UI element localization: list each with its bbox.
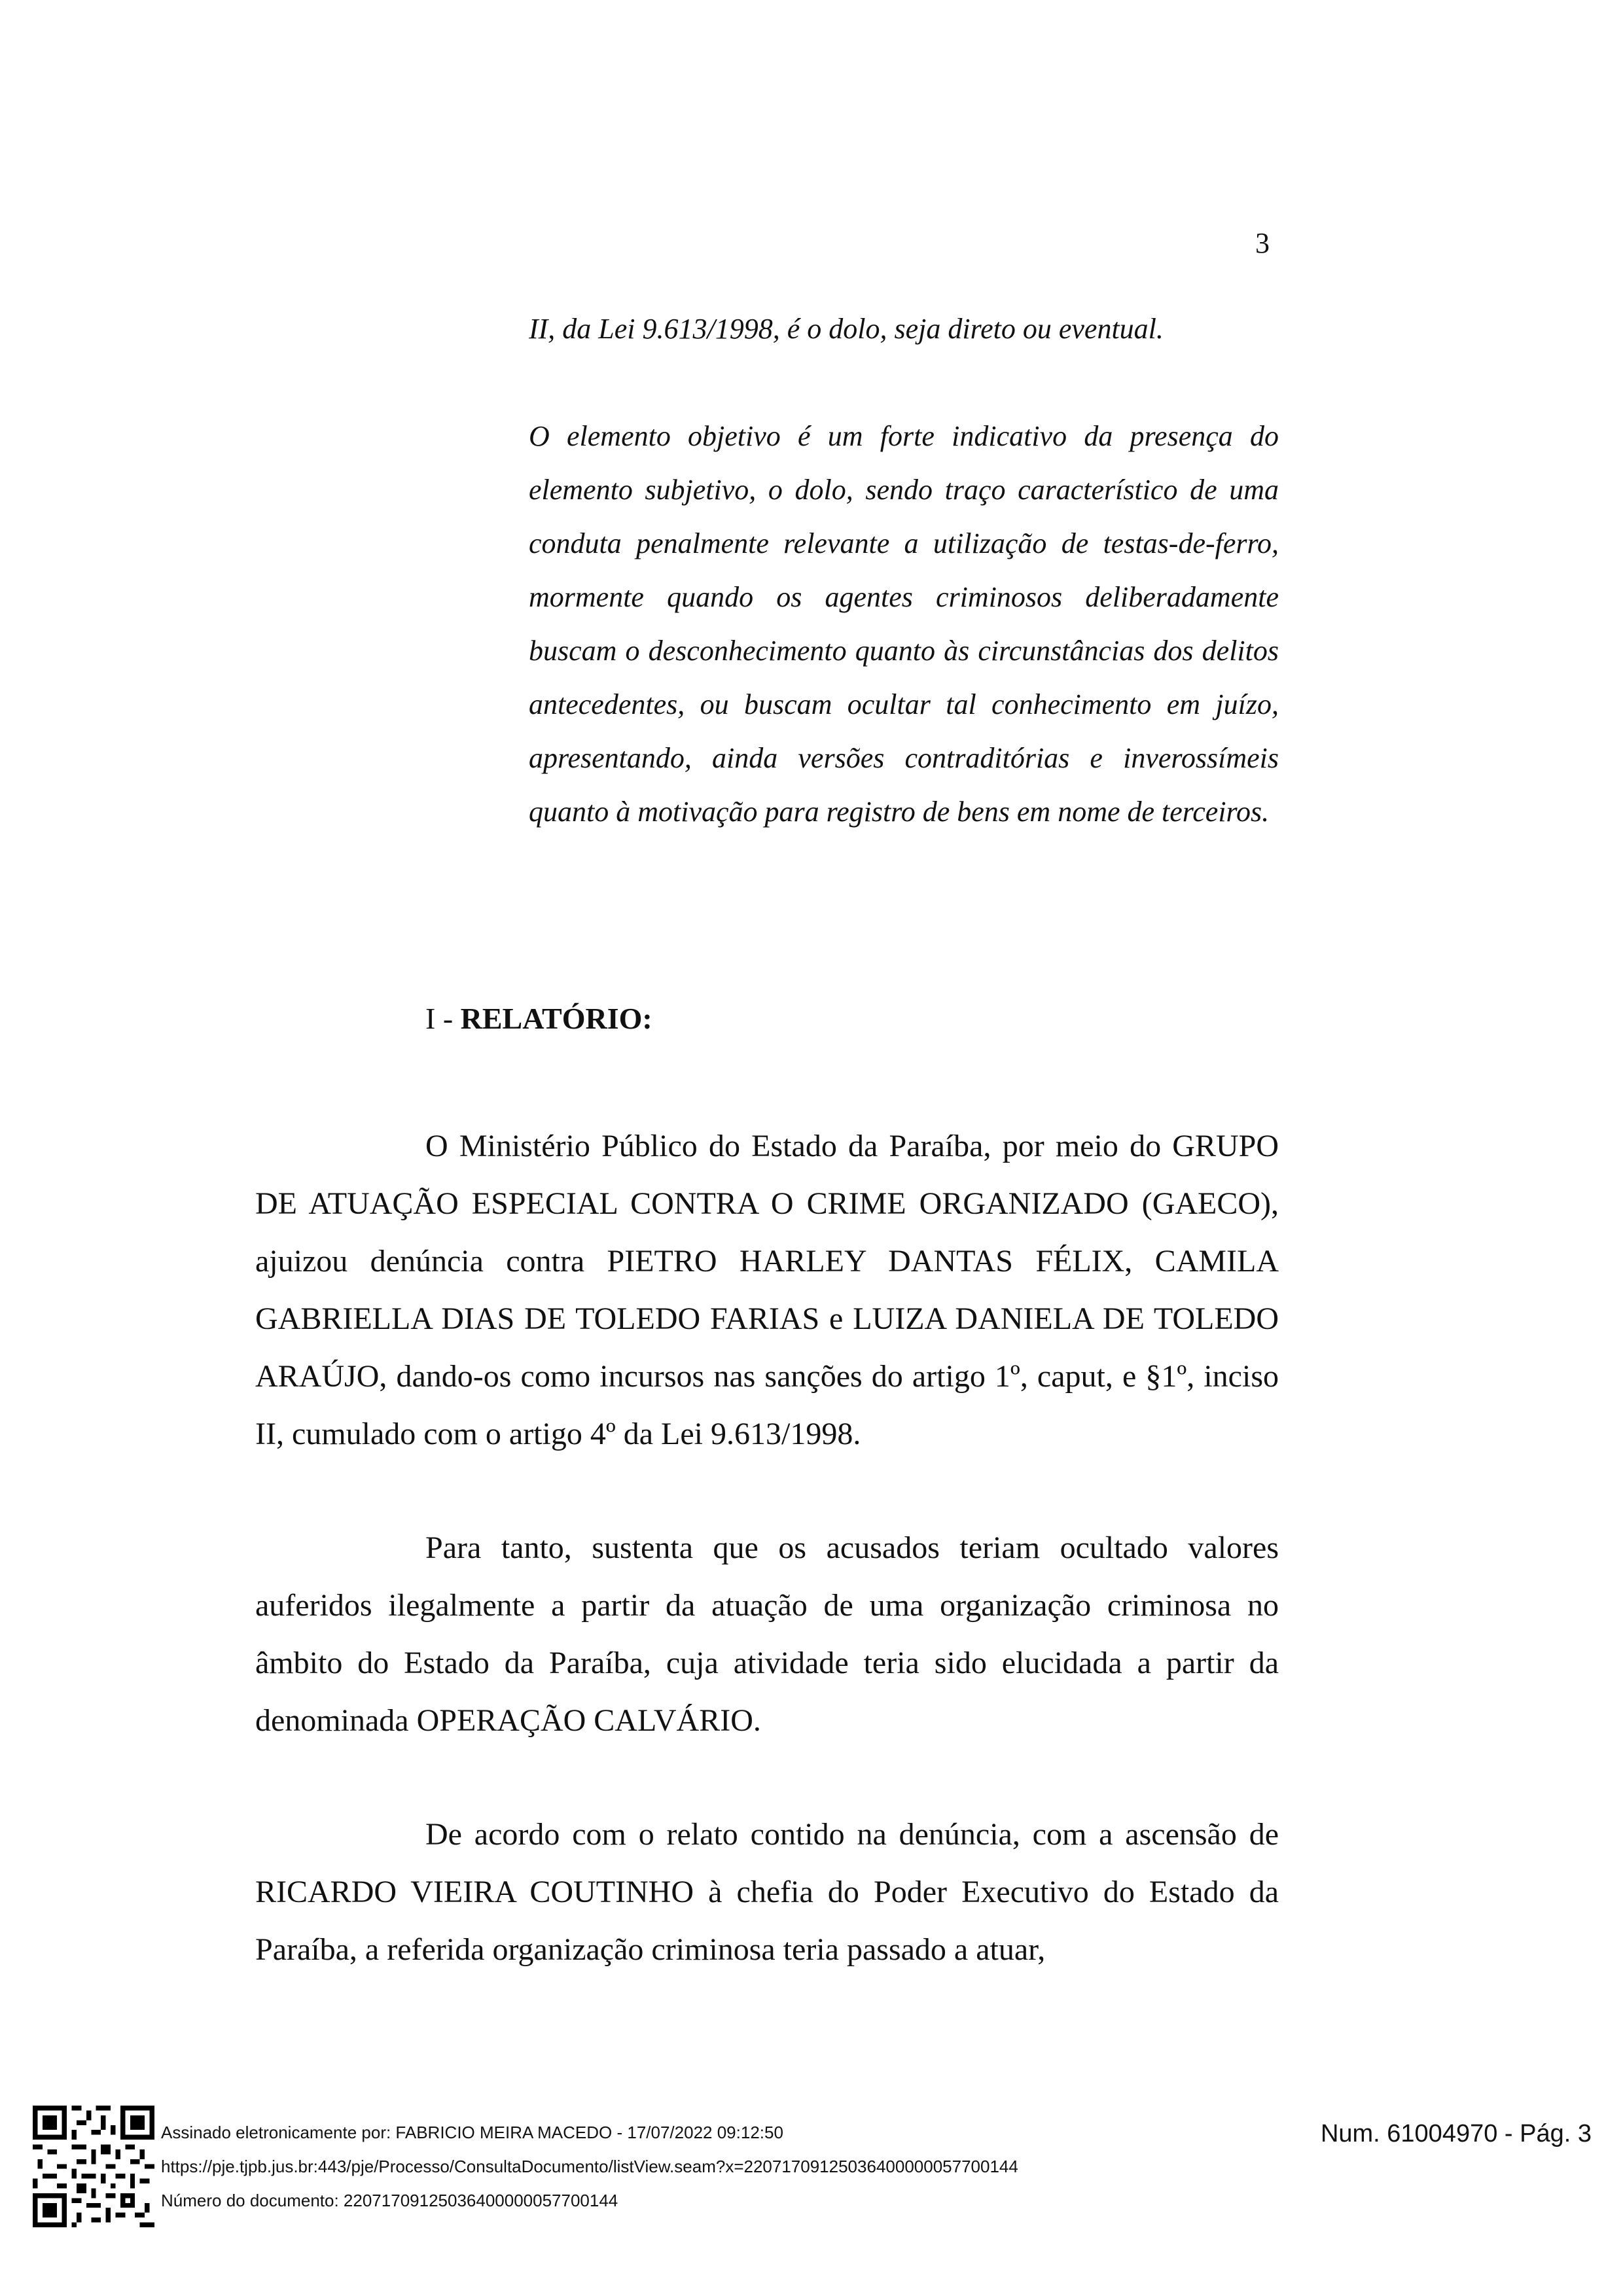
quote-paragraph-2: O elemento objetivo é um forte indicativo da presença do elemento subjetivo, o dolo, sendo traço característico de uma conduta penalmente relevante a utilização de testas-de-ferro, mormente quando os agentes criminosos deliberadamente buscam o desconhecimento quanto às circunstâncias dos delitos antecedentes, ou buscam ocultar tal conhecimento em juízo, apresentando, ainda versões contraditórias e inverossímeis quanto à motivação para registro de bens em nome de terceiros. [529, 420, 1279, 828]
qr-code-icon [33, 2106, 154, 2227]
document-number: Número do documento: 22071709125036400000057700144 [161, 2191, 618, 2210]
body-paragraph-2: Para tanto, sustenta que os acusados teriam ocultado valores auferidos ilegalmente a partir da atuação de uma organização criminosa no âmbito do Estado da Paraíba, cuja atividade teria sido elucidada a partir da denominada OPERAÇÃO CALVÁRIO. [255, 1530, 1279, 1738]
document-url[interactable]: https://pje.tjpb.jus.br:443/pje/Processo/ConsultaDocumento/listView.seam?x=22071709125036400000057700144 [161, 2157, 1018, 2176]
page-number: 3 [1255, 227, 1270, 259]
quote-block [529, 410, 1279, 839]
section-title: RELATÓRIO: [460, 1002, 652, 1035]
section-heading [425, 1001, 652, 1036]
quote-paragraph-1: II, da Lei 9.613/1998, é o dolo, seja direto ou eventual. [529, 313, 1164, 345]
body-paragraph-1: O Ministério Público do Estado da Paraíba, por meio do GRUPO DE ATUAÇÃO ESPECIAL CONTRA O CRIME ORGANIZADO (GAECO), ajuizou denúncia contra PIETRO HARLEY DANTAS FÉLIX, CAMILA GABRIELLA DIAS DE TOLEDO FARIAS e LUIZA DANIELA DE TOLEDO ARAÚJO, dando-os como incursos nas sanções do artigo 1º, caput, e §1º, inciso II, cumulado com o artigo 4º da Lei 9.613/1998. [255, 1129, 1279, 1451]
signature-line: Assinado eletronicamente por: FABRICIO MEIRA MACEDO - 17/07/2022 09:12:50 [161, 2123, 783, 2142]
section-number: I - [425, 1002, 461, 1035]
num-page-label: Num. 61004970 - Pág. 3 [1320, 2120, 1592, 2147]
quote-block-continuation [529, 302, 1279, 356]
body-paragraph-3: De acordo com o relato contido na denúncia, com a ascensão de RICARDO VIEIRA COUTINHO à chefia do Poder Executivo do Estado da Paraíba, a referida organização criminosa teria passado a atuar, [255, 1817, 1279, 1967]
